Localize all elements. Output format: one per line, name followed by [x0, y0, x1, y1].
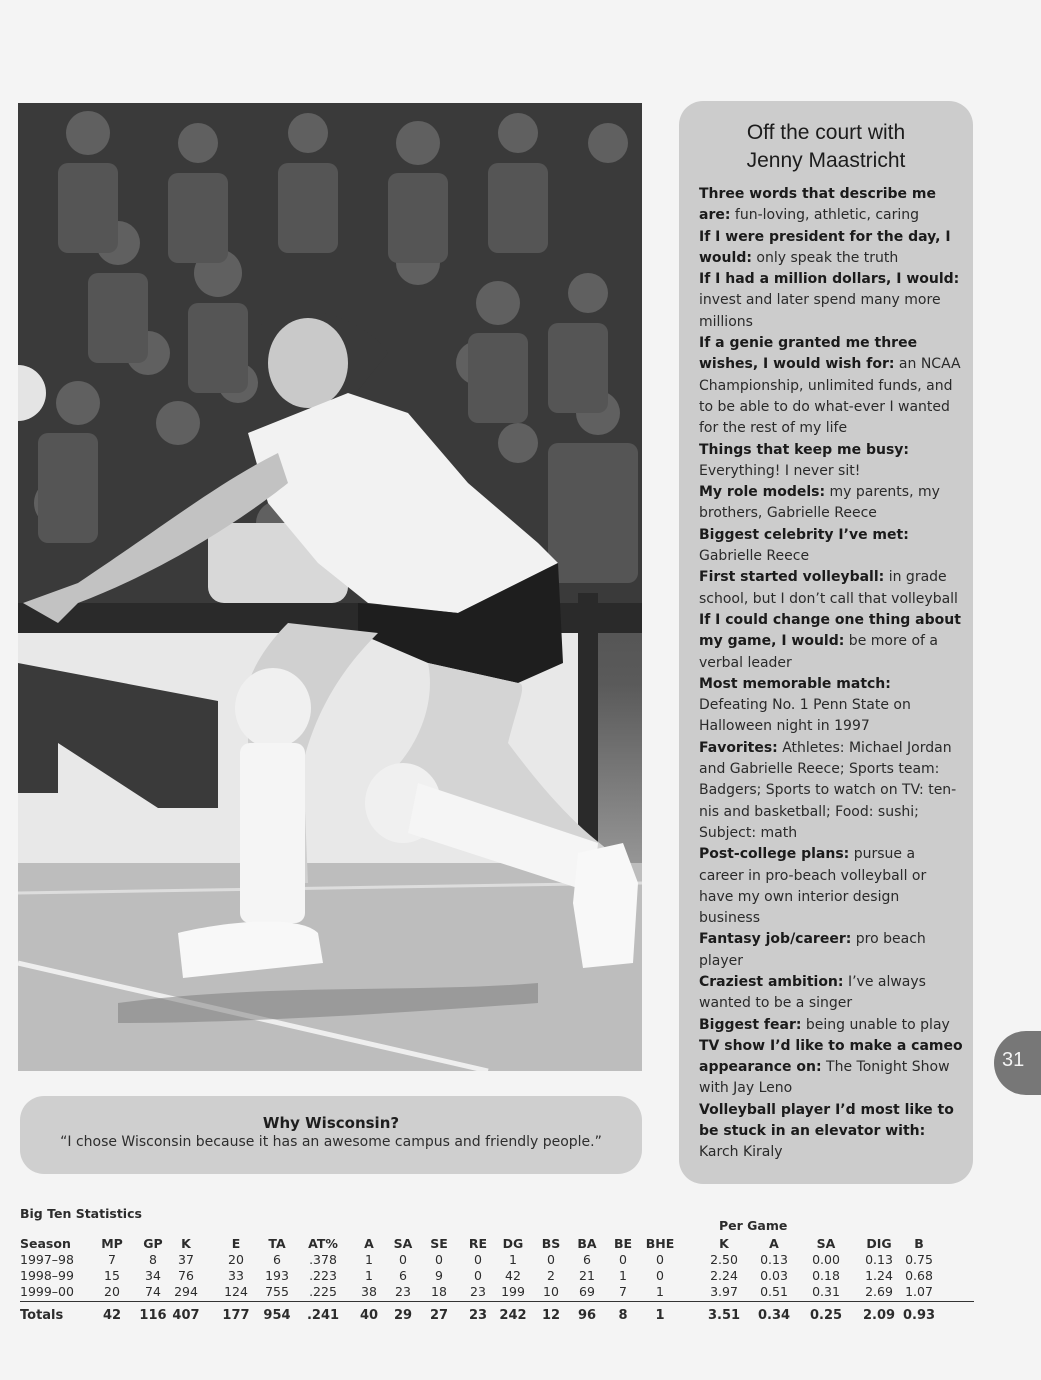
column-header: Season	[20, 1236, 71, 1251]
stat-cell: .223	[309, 1268, 337, 1283]
qa-answer: only speak the truth	[751, 249, 899, 266]
column-header: K	[181, 1236, 191, 1251]
column-header: SA	[816, 1236, 836, 1251]
stat-cell: 1	[656, 1284, 664, 1299]
caption-quote: “I chose Wisconsin because it has an awesome campus and friendly people.”	[60, 1134, 602, 1150]
stat-cell: 23	[395, 1284, 411, 1299]
stat-cell: 294	[174, 1284, 198, 1299]
totals-divider	[20, 1301, 974, 1302]
column-header: TA	[268, 1236, 286, 1251]
stat-cell: 193	[265, 1268, 289, 1283]
totals-cell: 12	[541, 1308, 561, 1323]
stat-cell: 2.69	[865, 1284, 893, 1299]
totals-label: Totals	[20, 1308, 64, 1323]
stat-cell: 0	[399, 1252, 407, 1267]
qa-answer: invest and later spend many more millions	[699, 292, 941, 330]
totals-cell: 42	[102, 1308, 122, 1323]
stat-cell: 34	[145, 1268, 161, 1283]
qa-item	[699, 1036, 963, 1100]
qa-question: Biggest celebrity I’ve met:	[699, 526, 909, 543]
stat-cell: 2.24	[710, 1268, 738, 1283]
column-header: DIG	[866, 1236, 892, 1251]
season-label: 1997–98	[20, 1252, 74, 1267]
qa-question: Most memorable match:	[699, 675, 891, 692]
why-wisconsin-caption	[20, 1096, 642, 1174]
qa-item	[699, 844, 963, 929]
stat-cell: 6	[399, 1268, 407, 1283]
stat-cell: 0.31	[812, 1284, 840, 1299]
stat-cell: 199	[501, 1284, 525, 1299]
qa-item	[699, 333, 963, 439]
per-game-label: Per Game	[719, 1218, 788, 1233]
qa-answer: Athletes: Michael Jordan and Gabrielle Reece; Sports team: Badgers; Sports to watch on TV: ten-nis and basketball; Food: sushi; Subject: math	[699, 739, 957, 841]
totals-cell: 3.51	[707, 1308, 741, 1323]
totals-cell: 23	[468, 1308, 488, 1323]
stat-cell: 1	[619, 1268, 627, 1283]
column-header: MP	[101, 1236, 123, 1251]
stat-cell: 0	[474, 1268, 482, 1283]
stat-cell: 0	[619, 1252, 627, 1267]
qa-answer: Karch Kiraly	[699, 1144, 783, 1161]
stat-cell: .378	[309, 1252, 337, 1267]
totals-cell: 242	[499, 1308, 527, 1323]
totals-cell: 96	[577, 1308, 597, 1323]
qa-question: My role models:	[699, 484, 826, 501]
qa-answer: fun-loving, athletic, caring	[730, 207, 920, 224]
qa-question: Biggest fear:	[699, 1016, 802, 1033]
stat-cell: 76	[178, 1268, 194, 1283]
qa-question: If I had a million dollars, I would:	[699, 271, 960, 288]
totals-cell: 27	[429, 1308, 449, 1323]
stat-cell: 74	[145, 1284, 161, 1299]
stat-cell: 21	[579, 1268, 595, 1283]
qa-question: TV show I’d like to make a cameo appearance on:	[699, 1037, 963, 1076]
stat-cell: 0.51	[760, 1284, 788, 1299]
column-header: SE	[430, 1236, 448, 1251]
stat-cell: 33	[228, 1268, 244, 1283]
totals-cell: 0.25	[809, 1308, 843, 1323]
stat-cell: 69	[579, 1284, 595, 1299]
qa-item	[699, 525, 963, 568]
qa-question: Three words that describe me are:	[699, 186, 936, 224]
qa-answer: be more of a verbal leader	[699, 633, 938, 671]
qa-item	[699, 1100, 963, 1164]
totals-cell: 29	[393, 1308, 413, 1323]
qa-question: Fantasy job/career:	[699, 931, 852, 948]
qa-question: If I were president for the day, I would:	[699, 228, 951, 266]
qa-question: First started volleyball:	[699, 569, 885, 586]
qa-answer: Defeating No. 1 Penn State on Halloween night in 1997	[699, 697, 911, 735]
qa-answer: pro beach player	[699, 931, 926, 969]
totals-cell: 1	[655, 1308, 665, 1323]
qa-answer: Gabrielle Reece	[699, 548, 810, 565]
stat-cell: 0.00	[812, 1252, 840, 1267]
qa-answer: pursue a career in pro-beach volleyball or have my own interior design business	[699, 846, 927, 927]
stat-cell: 1	[365, 1252, 373, 1267]
qa-item	[699, 482, 963, 525]
sidebar-title-line2: Jenny Maastricht	[746, 149, 906, 172]
stat-cell: 0.75	[905, 1252, 933, 1267]
caption-title: Why Wisconsin?	[262, 1114, 400, 1132]
qa-question: If I could change one thing about my game, I would:	[699, 611, 961, 650]
sidebar-title-line1: Off the court with	[746, 121, 906, 144]
qa-answer: my parents, my brothers, Gabrielle Reece	[699, 484, 940, 522]
totals-cell: 177	[222, 1308, 250, 1323]
column-header: SA	[393, 1236, 413, 1251]
stat-cell: 3.97	[710, 1284, 738, 1299]
stats-title: Big Ten Statistics	[20, 1206, 142, 1221]
stat-cell: 1	[365, 1268, 373, 1283]
qa-question: Post-college plans:	[699, 846, 850, 863]
qa-item	[699, 227, 963, 270]
off-the-court-sidebar	[679, 101, 973, 1184]
column-header: K	[719, 1236, 729, 1251]
qa-answer: being unable to play	[801, 1016, 950, 1033]
column-header: A	[364, 1236, 374, 1251]
qa-answer: in grade school, but I don’t call that volleyball	[699, 569, 958, 607]
totals-cell: 8	[618, 1308, 628, 1323]
season-label: 1998–99	[20, 1268, 74, 1283]
totals-cell: 0.34	[757, 1308, 791, 1323]
qa-question: Favorites:	[699, 739, 778, 756]
stat-cell: 20	[104, 1284, 120, 1299]
totals-cell: 2.09	[862, 1308, 896, 1323]
page-number-tab	[994, 1031, 1041, 1095]
big-ten-statistics	[0, 1200, 1041, 1340]
stat-cell: 7	[108, 1252, 116, 1267]
qa-answer: an NCAA Championship, unlimited funds, and to be able to do what-ever I wanted for the rest of my life	[699, 356, 961, 437]
qa-item	[699, 972, 963, 1015]
stat-cell: 0.03	[760, 1268, 788, 1283]
stat-cell: 42	[505, 1268, 521, 1283]
qa-item	[699, 610, 963, 674]
totals-cell: 407	[172, 1308, 200, 1323]
stat-cell: 7	[619, 1284, 627, 1299]
page-number: 31	[1002, 1049, 1025, 1071]
stat-cell: .225	[309, 1284, 337, 1299]
stat-cell: 10	[543, 1284, 559, 1299]
column-header: AT%	[308, 1236, 338, 1251]
stat-cell: 18	[431, 1284, 447, 1299]
column-header: GP	[143, 1236, 163, 1251]
qa-item	[699, 929, 963, 972]
qa-question: Craziest ambition:	[699, 973, 844, 990]
stat-cell: 2	[547, 1268, 555, 1283]
totals-cell: 116	[139, 1308, 167, 1323]
stat-cell: 0	[474, 1252, 482, 1267]
qa-question: If a genie granted me three wishes, I would wish for:	[699, 335, 918, 373]
stat-cell: 0.13	[865, 1252, 893, 1267]
qa-question: Things that keep me busy:	[699, 441, 910, 458]
totals-cell: 954	[263, 1308, 291, 1323]
column-header: A	[769, 1236, 779, 1251]
qa-item	[699, 674, 963, 738]
stat-cell: 0	[656, 1252, 664, 1267]
column-header: BE	[613, 1236, 633, 1251]
volleyball-player-photo	[18, 103, 642, 1071]
totals-cell: 0.93	[902, 1308, 936, 1323]
column-header: BA	[577, 1236, 597, 1251]
qa-question: Volleyball player I’d most like to be stuck in an elevator with:	[699, 1101, 954, 1140]
season-label: 1999–00	[20, 1284, 74, 1299]
column-header: DG	[502, 1236, 524, 1251]
qa-item	[699, 269, 963, 333]
qa-item	[699, 184, 963, 227]
stat-cell: 15	[104, 1268, 120, 1283]
stat-cell: 0.18	[812, 1268, 840, 1283]
totals-cell: 40	[359, 1308, 379, 1323]
totals-cell: .241	[306, 1308, 340, 1323]
stat-cell: 6	[273, 1252, 281, 1267]
stat-cell: 2.50	[710, 1252, 738, 1267]
qa-answer: Everything! I never sit!	[699, 462, 861, 479]
stat-cell: 8	[149, 1252, 157, 1267]
stat-cell: 6	[583, 1252, 591, 1267]
qa-item	[699, 738, 963, 844]
qa-item	[699, 1015, 963, 1036]
stat-cell: 9	[435, 1268, 443, 1283]
column-header: B	[914, 1236, 924, 1251]
stat-cell: 0.13	[760, 1252, 788, 1267]
qa-item	[699, 440, 963, 483]
stat-cell: 1.24	[865, 1268, 893, 1283]
stat-cell: 1	[509, 1252, 517, 1267]
column-header: E	[231, 1236, 241, 1251]
stat-cell: 23	[470, 1284, 486, 1299]
qa-answer: I’ve always wanted to be a singer	[699, 973, 926, 1012]
column-header: BS	[541, 1236, 561, 1251]
column-header: RE	[468, 1236, 488, 1251]
stat-cell: 20	[228, 1252, 244, 1267]
qa-item	[699, 567, 963, 610]
qa-list	[699, 184, 963, 1164]
stat-cell: 0	[547, 1252, 555, 1267]
sidebar-title	[679, 119, 973, 175]
stat-cell: 1.07	[905, 1284, 933, 1299]
stat-cell: 0	[435, 1252, 443, 1267]
stat-cell: 0.68	[905, 1268, 933, 1283]
stat-cell: 0	[656, 1268, 664, 1283]
stat-cell: 755	[265, 1284, 289, 1299]
column-header: BHE	[645, 1236, 675, 1251]
stat-cell: 124	[224, 1284, 248, 1299]
action-photo	[18, 103, 642, 1071]
qa-answer: The Tonight Show with Jay Leno	[699, 1059, 950, 1097]
stat-cell: 37	[178, 1252, 194, 1267]
stat-cell: 38	[361, 1284, 377, 1299]
